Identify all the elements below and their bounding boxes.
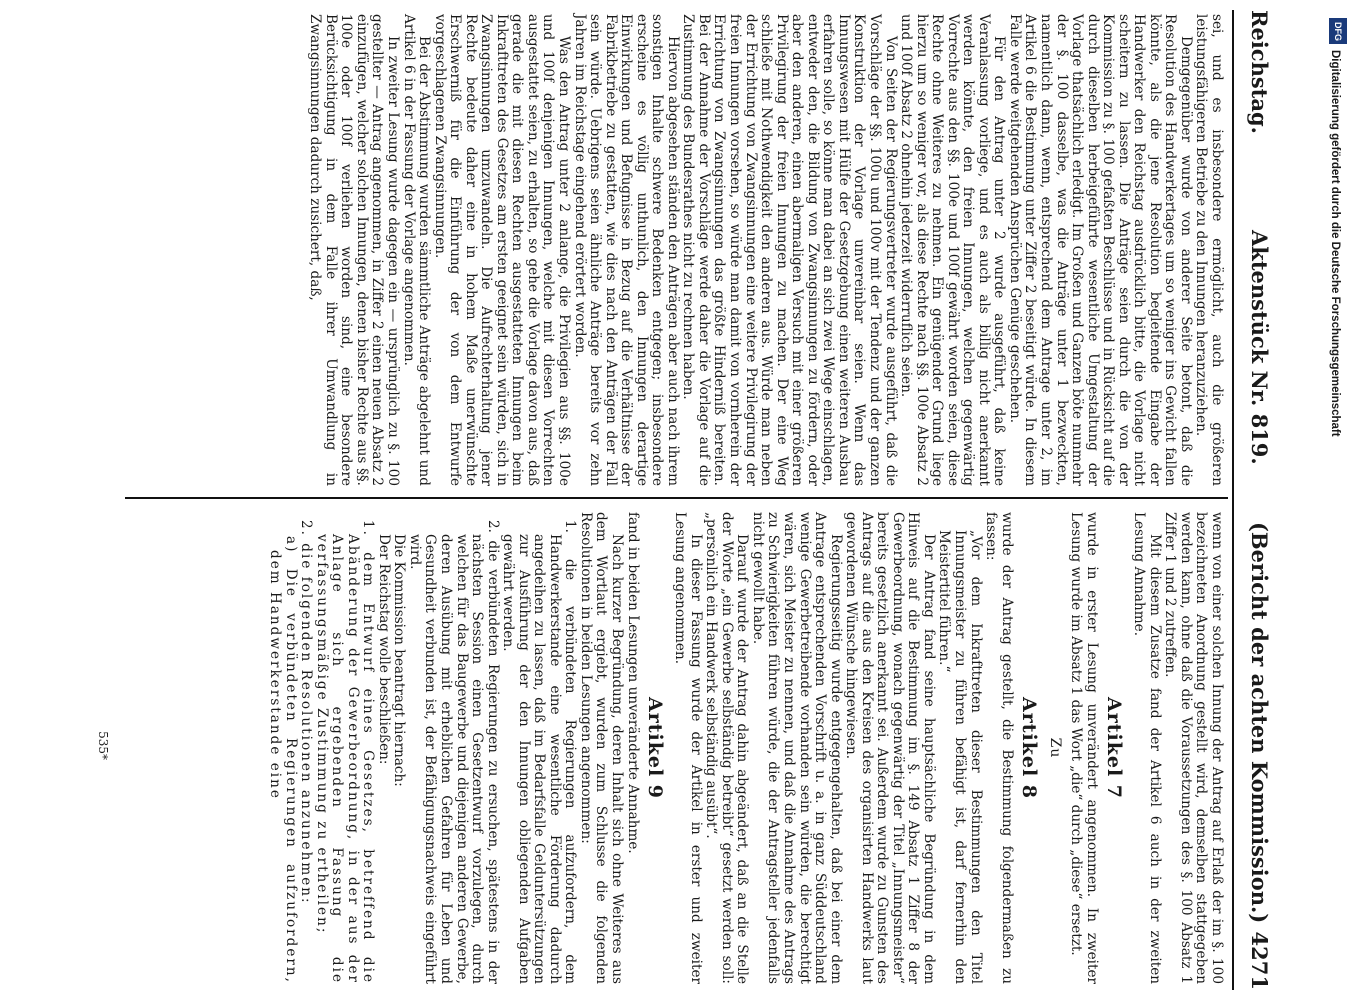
header-left: Reichstag. — [1247, 10, 1272, 134]
left-paragraph: Von Seiten der Regierungsvertreter wurde ausgeführt, daß die Vorschläge der §§. 100u und 100v mit der Tendenz und der ganzen Konstruktion der Vorlage unvereinbar seien. Wenn das Innungswesen mit Hülfe der Gesetzgebung einen weiteren Ausbau erfahren solle, so könne man dabei an sich zwei Wege einschlagen, entweder den, die Bildung von Zwangsinnungen zu fördern, oder aber den anderen, einen abermaligen Versuch mit einer größeren Privilegirung der freien Innungen zu machen. Der eine Weg schließe mit Nothwendigkeit den anderen aus. Würde man neben der Errichtung von Zwangsinnungen eine weitere Privilegirung der freien Innungen vorsehen, so würde man damit von vornherein der Errichtung von Zwangsinnungen das größte Hinderniß bereiten. Bei der Annahme der Vorschläge werde daher die Vorlage auf die Zustimmung des Bundesrathes nicht zu rechnen haben. — [680, 14, 899, 486]
column-divider — [125, 497, 1228, 499]
article-8-intro: wurde der Antrag gestellt, die Bestimmung folgendermaßen zu fassen: — [983, 512, 1015, 984]
left-paragraph: Bei der Abstimmung wurden sämmtliche Anträge abgelehnt und Artikel 6 in der Fassung der Vorlage angenommen. — [400, 14, 433, 486]
article-8-paragraph: Der Antrag fand seine hauptsächliche Begründung in dem Hinweis auf die Bestimmung im §. 149 Absatz 1 Ziffer 8 der Gewerbeordnung, wonach gegenwärtig der Titel „Innungsmeister“ bereits gesetzlich anerkannt sei. Außerdem wurde zu Gunsten des Antrags auf die aus den Kreisen des organisirten Handwerks laut gewordenen Wünsche hingewiesen. — [843, 512, 937, 984]
article-7-text: wurde in erster Lesung unverändert angenommen. In zweiter Lesung wurde im Absatz 1 das Wort „die“ durch „diese“ ersetzt. — [1068, 512, 1100, 984]
left-column — [307, 14, 1224, 486]
article-7-heading: Artikel 7 — [1102, 696, 1125, 800]
article-9-text: fand in beiden Lesungen unveränderte Annahme. — [624, 512, 641, 854]
left-paragraph: Für den Antrag unter 2 wurde ausgeführt, daß keine Veranlassung vorliege, und es auch als billig nicht anerkannt werden könnte, den freien Innungen, welchen gegenwärtig Vorrechte aus den §§. 100e und 100f gewährt worden seien, diese Rechte ohne Weiteres zu nehmen. Ein genügender Grund liege hierzu um so weniger vor, als diese Rechte nach §§. 100e Absatz 2 und 100f Absatz 2 ohnehin jederzeit widerruflich seien. — [898, 14, 1008, 486]
article-8-quote: „Vor dem Inkrafttreten dieser Bestimmungen den Titel Innungsmeister zu führen befähigt ist, darf fernerhin den Meistertitel führen.“ — [936, 530, 984, 984]
motion-subitem: a) Die verbündeten Regierungen aufzufordern, dem Handwerkerstande eine — [267, 536, 299, 984]
header-section-title: (Bericht der achten Kommission.) — [1247, 522, 1272, 924]
article-8-paragraph: Darauf wurde der Antrag dahin abgeändert, daß an die Stelle der Worte „ein Gewerbe selbständig betreibt“ gesetzt werden soll: „persönlich ein Handwerk selbständig ausübt“. — [703, 512, 751, 984]
dfg-logo: DFG — [1329, 18, 1347, 44]
resolution-item: 1. die verbündeten Regierungen aufzufordern, dem Handwerkerstande eine wesentliche Förderung dadurch angedeihen zu lassen, daß im Bedarfsfalle Gelduntersützungen zur Ausführung der den Innungen obliegenden Aufgaben gewährt werden. — [500, 520, 579, 984]
digitization-credit: Digitalisierung gefördert durch die Deutsche Forschungsgemeinschaft — [1329, 50, 1341, 437]
article-8-paragraph: In dieser Fassung wurde der Artikel in erster und zweiter Lesung angenommen. — [672, 512, 704, 984]
article-8-heading: Artikel 8 — [1017, 696, 1040, 800]
left-paragraph: Hiervon abgesehen ständen den Anträgen aber auch nach ihrem sonstigen Inhalte schwere Bedenken entgegen; insbesondere erscheine es völlig unthunlich, den Innungen derartige Einwirkungen und Befugnisse in Bezug auf die Verhältnisse der Fabrikbetriebe zu gestatten, wie dies nach den Anträgen der Fall sein würde. Uebrigens seien ähnliche Anträge bereits vor zehn Jahren im Reichstage eingehend erörtert worden. — [571, 14, 681, 486]
motion-item: 2. die folgenden Resolutionen anzunehmen: — [298, 520, 315, 905]
header-rule — [1232, 10, 1234, 990]
zu-label: Zu — [1046, 737, 1063, 759]
header-document-number: Aktenstück Nr. 819. — [1247, 230, 1272, 465]
left-paragraph: Was den Antrag unter 2 anlange, die Privilegien aus §§. 100e und 100f denjenigen Innungen, welche mit diesen Vorrechten ausgestattet seien, zu erhalten, so gehe die Vorlage davon aus, daß gerade die mit diesen Rechten ausgestatteten Innungen beim Inkrafttreten des Gesetzes am ersten geeignet sein würden, sich in Zwangsinnungen umzuwandeln. Die Aufrechterhaltung jener Rechte bedeute daher eine in hohem Maße unerwünschte Erschwerniß für die Einführung der von dem Entwurfe vorgeschlagenen Zwangsinnungen. — [431, 14, 573, 486]
left-paragraph: Demgegenüber wurde von anderer Seite betont, daß die Resolution des Handwerkertages um so weniger ins Gewicht fallen könnte, als die jene Resolution begleitende Eingabe der Handwerker den Reichstag ausdrücklich bitte, die Vorlage nicht scheitern zu lassen. Die Anträge seien durch die von der Kommission zu §. 100 gefaßten Beschlüsse und in Rücksicht auf die durch dieselben herbeigeführte wesentliche Umgestaltung der Vorlage thatsächlich erledigt. Im Großen und Ganzen böte nunmehr der §. 100 dasselbe, was die Anträge unter 1 bezweckten, namentlich dann, wenn, entsprechend dem Antrage unter 2, im Artikel 6 die Bestimmung unter Ziffer 2 beseitigt würde. In diesem Falle werde weitgehenden Ansprüchen Genüge geschehen. — [1006, 14, 1194, 486]
page-header — [1236, 10, 1272, 990]
digitization-note — [1326, 10, 1352, 990]
article-8-paragraph: Regierungsseitig wurde entgegengehalten, daß bei einer dem Antrage entsprechenden Vorschrift u. a. in ganz Süddeutschland wenige Gewerbetreibende vorhanden sein würden, die berechtigt wären, sich Meister zu nennen, und daß die Annahme des Antrags zu Schwierigkeiten führen würde, die der Antragsteller jedenfalls nicht gewollt habe. — [749, 512, 844, 984]
reichstag-resolve: Der Reichstag wolle beschließen: — [375, 534, 392, 765]
left-paragraph: In zweiter Lesung wurde dagegen ein — ursprünglich zu §. 100 gestellter — Antrag angenommen, in Ziffer 2 einen neuen Absatz 2 einzufügen, welcher solchen Innungen, denen bisher Rechte aus §§. 100e oder 100f verliehen worden sind, eine besondere Berücksichtigung in dem Falle ihrer Umwandlung in Zwangsinnungen dadurch zusichert, daß, — [307, 14, 402, 486]
right-paragraph: wenn von einer solchen Innung der Antrag auf Erlaß der im §. 100 bezeichneten Anordnung gestellt wird, demselben stattgegeben werden kann, ohne daß die Voraussetzungen des §. 100 Absatz 1 Ziffer 1 und 2 zutreffen. — [1162, 512, 1225, 984]
resolutions-intro: Nach kurzer Begründung, deren Inhalt sich ohne Weiteres aus dem Wortlaut ergiebt, wurden zum Schlusse die folgenden Resolutionen in beiden Lesungen angenommen: — [577, 512, 626, 984]
right-paragraph: Mit diesem Zusatze fand der Artikel 6 auch in der zweiten Lesung Annahme. — [1131, 512, 1163, 984]
motion-item: 1. dem Entwurf eines Gesetzes, betreffend die Abänderung der Gewerbeordnung, in der aus der Anlage sich ergebenden Fassung die verfassungsmäßige Zustimmung zu ertheilen; — [313, 520, 377, 984]
right-column — [266, 512, 1224, 984]
article-9-heading: Artikel 9 — [643, 696, 666, 800]
header-page-number: 4271 — [1247, 931, 1272, 990]
resolution-item: 2. die verbündeten Regierungen zu ersuchen, spätestens in der nächsten Session einen Gesetzentwurf vorzulegen, durch welchen für das Baugewerbe und diejenigen anderen Gewerbe, deren Ausübung mit erheblichen Gefahren für Leben und Gesundheit verbunden ist, der Befähigungsnachweis eingeführt wird. — [406, 520, 501, 984]
commission-motion: Die Kommission beantragt hiernach: — [391, 534, 408, 787]
footer-number: 535* — [96, 731, 110, 760]
left-paragraph: sei, und es insbesondere ermöglicht, auch die größeren leistungsfähigeren Betriebe zu den Innungen heranzuziehen. — [1193, 14, 1225, 486]
scanned-page — [90, 0, 1280, 1000]
